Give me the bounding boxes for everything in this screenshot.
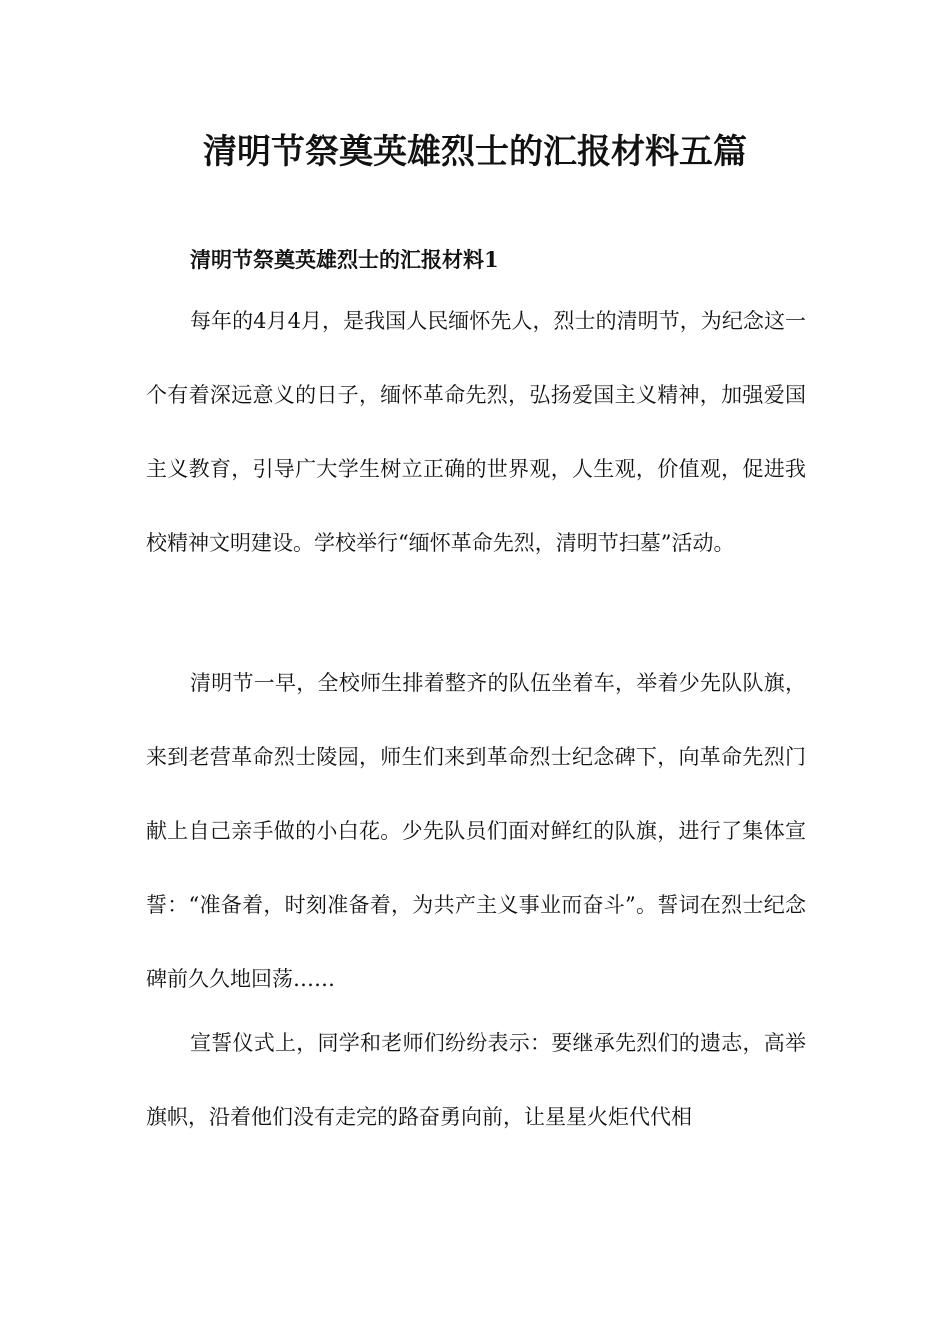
paragraph-3: 宣誓仪式上，同学和老师们纷纷表示：要继承先烈们的遗志，高举旗帜，沿着他们没有走完的路奋勇向前，让星星火炬代代相: [146, 1031, 806, 1129]
section-heading: 清明节祭奠英雄烈士的汇报材料1: [190, 247, 499, 272]
document-title: 清明节祭奠英雄烈士的汇报材料五篇: [203, 132, 747, 172]
paragraph-2: 清明节一早，全校师生排着整齐的队伍坐着车，举着少先队队旗，来到老营革命烈士陵园，师生们来到革命烈士纪念碑下，向革命先烈门献上自己亲手做的小白花。少先队员们面对鲜红的队旗，进行了集体宣誓：“准备着，时刻准备着，为共产主义事业而奋斗”。誓词在烈士纪念碑前久久地回荡……: [146, 671, 806, 991]
paragraph-1: 每年的4月4月，是我国人民缅怀先人，烈士的清明节，为纪念这一个有着深远意义的日子，缅怀革命先烈，弘扬爱国主义精神，加强爱国主义教育，引导广大学生树立正确的世界观，人生观，价值观，促进我校精神文明建设。学校举行“缅怀革命先烈，清明节扫墓”活动。: [146, 309, 806, 555]
